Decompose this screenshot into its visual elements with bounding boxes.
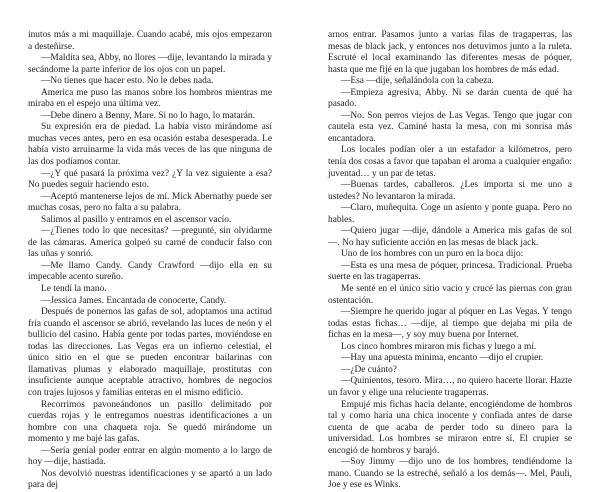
paragraph: arnos entrar. Pasamos junto a varias filas de tragaperras, las mesas de black jack, y entonces nos detuvimos junto a la ruleta. Escruté el local examinando las diferentes mesas de póquer, hasta que me fijé en la que jugaban los hombres de más edad. xyxy=(328,30,572,75)
paragraph: —¿Tienes todo lo que necesitas? —pregunté, sin olvidarme de las cámaras. America golpeó su carné de conducir falso con las uñas y sonrió. xyxy=(28,226,272,260)
paragraph: Recorrimos pavoneándonos un pasillo delimitado por cuerdas rojas y le entregamos nuestras identificaciones a un hombre con una chaqueta roja. Se quedó mirándome un momento y me bajé las gafas. xyxy=(28,399,272,445)
paragraph: Nos devolvió nuestras identificaciones y se apartó a un lado para dej xyxy=(28,468,272,491)
paragraph: —Hay una apuesta mínima, encanto —dijo el crupier. xyxy=(341,353,544,364)
paragraph: —No. Son perros viejos de Las Vegas. Tengo que jugar con cautela esta vez. Caminé hasta la mesa, con mi sonrisa más encantadora. xyxy=(328,110,572,144)
paragraph: inutos más a mi maquillaje. Cuando acabé, mis ojos empezaron a desteñirse. xyxy=(28,30,272,52)
paragraph: —Esa —dije, señalándola con la cabeza. xyxy=(341,76,494,87)
paragraph: —Maldita sea, Abby, no llores —dije, levantando la mirada y secándome la parte inferior de los ojos con un papel. xyxy=(28,53,272,75)
paragraph: —Soy Jimmy —dijo uno de los hombres, tendiéndome la mano. Cuando se la estreché, señaló a los demás—. Mel, Pauli, Joe y ese es Winks. xyxy=(328,457,572,491)
paragraph: —¿Y qué pasará la próxima vez? ¿Y la vez siguiente a esa? No puedes seguir haciendo esto. xyxy=(28,168,272,191)
paragraph: Los cinco hombres miraron mis fichas y luego a mí. xyxy=(341,341,537,352)
paragraph: Los locales podían oler a un estafador a kilómetros, pero tenía dos cosas a favor que tapaban el aroma a cualquier engaño: juventad… y un par de tetas. xyxy=(328,145,572,179)
paragraph: —Jessica James. Encantada de conocerte, Candy. xyxy=(41,295,227,306)
paragraph: Me senté en el único sitio vacío y crucé las piernas con gran ostentación. xyxy=(328,284,572,306)
paragraph: —Esta es una mesa de póquer, princesa. Tradicional. Prueba suerte en las tragaperras. xyxy=(328,260,572,283)
paragraph: Le tendí la mano. xyxy=(41,284,107,295)
paragraph: —Siempre he querido jugar al póquer en Las Vegas. Y tengo todas estas fichas… —dije, al tiempo que dejaba mi pila de fichas en la mesa—, y soy muy buena por Internet. xyxy=(328,307,572,341)
paragraph: America me puso las manos sobre los hombros mientras me miraba en el espejo una última vez. xyxy=(28,87,272,110)
paragraph: Empujé mis fichas hacia delante, encogiéndome de hombros tal y como haría una chica inocente y confiada antes de darse cuenta de que acaba de perder todo su dinero para la universidad. Los hombres se miraron entre sí. El crupier se encogió de hombros y barajó. xyxy=(328,399,572,456)
paragraph: —Quinientos, tesoro. Mira…, no quiero hacerte llorar. Hazte un favor y elige una reluciente tragaperras. xyxy=(328,376,572,398)
paragraph: —Debe dinero a Benny, Mare. Si no lo hago, lo matarán. xyxy=(41,110,255,121)
paragraph: —Claro, muñequita. Coge un asiento y ponte guapa. Pero no hables. xyxy=(328,203,572,225)
left-page xyxy=(28,30,272,492)
paragraph: —¿De cuánto? xyxy=(341,364,397,375)
paragraph: Uno de los hombres con un puro en la boca dijo: xyxy=(341,249,524,260)
paragraph: Su expresión era de piedad. La había visto mirándome así muchas veces antes, pero en esa ocasión estaba desesperada. Le había visto arruinarme la vida más veces de las que ninguna de las dos podíamos contar. xyxy=(28,122,272,168)
paragraph: —Me llamo Candy. Candy Crawford —dijo ella en su impecable acento sureño. xyxy=(28,260,272,283)
right-page xyxy=(328,30,572,492)
paragraph: —Buenas tardes, caballeros. ¿Les importa si me uno a ustedes? No levantaron la mirada. xyxy=(328,180,572,202)
paragraph: —No tienes que hacer esto. No le debes nada. xyxy=(41,76,214,87)
paragraph: —Empieza agresiva, Abby. Ni se darán cuenta de qué ha pasado. xyxy=(328,87,572,110)
paragraph: Salimos al pasillo y entramos en el ascensor vacío. xyxy=(41,214,232,225)
paragraph: —Sería genial poder entrar en algún momento a lo largo de hoy —dije, hastiada. xyxy=(28,445,272,468)
paragraph: —Quiero jugar —dije, dándole a America mis gafas de sol—. No hay suficiente acción en las mesas de black jack. xyxy=(328,226,572,248)
paragraph: Después de ponernos las gafas de sol, adoptamos una actitud fría cuando el ascensor se abrió, revelando las luces de neón y el bullicio del casino. Había gente por todas partes, moviéndose en todas las direcciones. Las Vegas era un infierno celestial, el único sitio en el que se pueden encontrar bailarinas con llamativas plumas y elaborado maquillaje, prostitutas con insuficiente aunque aceptable atractivo, hombres de negocios con trajes lujosos y familias enteras en el mismo edificio. xyxy=(28,307,272,398)
paragraph: —Aceptó mantenerse lejos de mí. Mick Abernathy puede ser muchas cosas, pero no falta a su palabra. xyxy=(28,191,272,214)
